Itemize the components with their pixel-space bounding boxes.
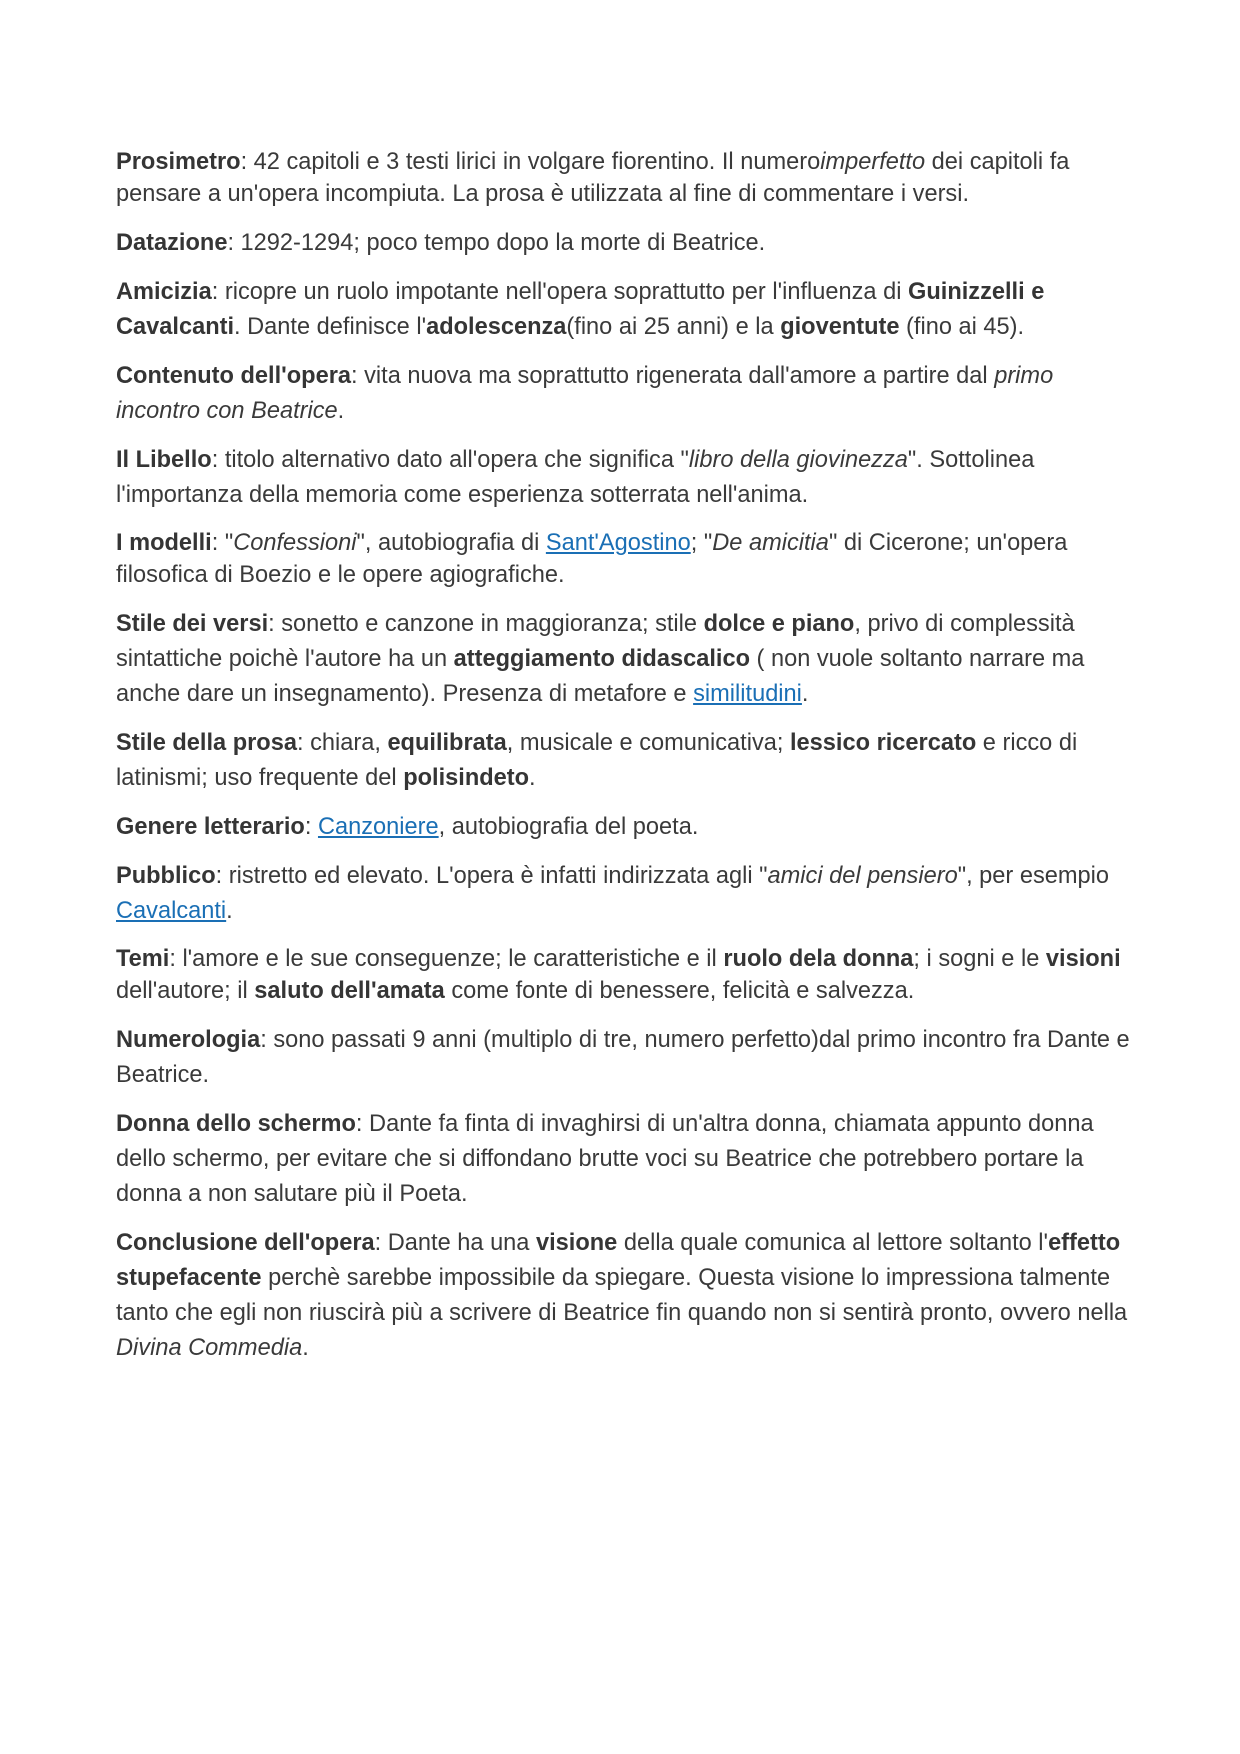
paragraph-heading: Datazione <box>116 230 228 256</box>
paragraph-heading: Numerologia <box>116 1027 261 1053</box>
paragraph-libello <box>116 443 1140 513</box>
body-text: e ricco di latinismi; uso frequente del <box>116 730 1078 791</box>
body-text: , privo di complessità sintattiche poichè l'autore ha un <box>116 611 1075 672</box>
paragraph-stile-prosa <box>116 726 1140 796</box>
body-text: . <box>302 1335 309 1361</box>
italic-text: Divina Commedia <box>116 1335 303 1361</box>
body-text: : Dante ha una <box>374 1230 536 1256</box>
body-text: (fino ai 45). <box>899 314 1025 340</box>
body-text: , autobiografia del poeta. <box>438 814 699 840</box>
italic-text: imperfetto <box>820 149 926 175</box>
bold-text: polisindeto <box>403 765 530 791</box>
hyperlink[interactable]: similitudini <box>693 681 802 707</box>
body-text: : titolo alternativo dato all'opera che significa " <box>211 447 689 473</box>
body-text: . Dante definisce l' <box>234 314 427 340</box>
body-text: . <box>337 398 345 424</box>
body-text: ; " <box>690 530 713 556</box>
paragraph-modelli <box>116 527 1140 591</box>
italic-text: Confessioni <box>233 530 357 556</box>
body-text: : l'amore e le sue conseguenze; le caratteristiche e il <box>169 946 724 972</box>
bold-text: atteggiamento didascalico <box>453 646 750 672</box>
bold-text: saluto dell'amata <box>254 978 445 1004</box>
paragraph-heading: Amicizia <box>116 279 212 305</box>
paragraph-heading: Pubblico <box>116 863 216 889</box>
paragraph-amicizia <box>116 275 1140 345</box>
paragraph-datazione <box>116 226 1140 261</box>
body-text: . <box>226 898 233 924</box>
paragraph-heading: Conclusione dell'opera <box>116 1230 375 1256</box>
body-text: . <box>801 681 809 707</box>
italic-text: libro della giovinezza <box>688 447 908 473</box>
hyperlink[interactable]: Cavalcanti <box>116 898 227 924</box>
body-text: dell'autore; il <box>116 978 255 1004</box>
body-text: : 42 capitoli e 3 testi lirici in volgare fiorentino. Il numero <box>240 149 821 175</box>
paragraph-genere <box>116 810 1140 845</box>
paragraph-stile-versi <box>116 607 1140 712</box>
hyperlink[interactable]: Canzoniere <box>317 814 439 840</box>
body-text: , musicale e comunicativa; <box>506 730 790 756</box>
paragraph-heading: Genere letterario <box>116 814 305 840</box>
paragraph-conclusione <box>116 1226 1140 1366</box>
body-text: : " <box>211 530 234 556</box>
hyperlink[interactable]: Sant'Agostino <box>545 530 691 556</box>
body-text: : sonetto e canzone in maggioranza; stile <box>268 611 704 637</box>
bold-text: dolce e piano <box>703 611 855 637</box>
body-text: (fino ai 25 anni) e la <box>566 314 781 340</box>
paragraph-heading: Stile dei versi <box>116 611 269 637</box>
italic-text: De amicitia <box>712 530 829 556</box>
paragraph-prosimetro <box>116 146 1140 210</box>
body-text: come fonte di benessere, felicità e salvezza. <box>444 978 915 1004</box>
body-text: : sono passati 9 anni (multiplo di tre, numero perfetto)dal primo incontro fra Dante e Beatrice. <box>116 1027 1130 1088</box>
body-text: ", per esempio <box>957 863 1110 889</box>
body-text: ; i sogni e le <box>913 946 1046 972</box>
body-text: : ricopre un ruolo impotante nell'opera soprattutto per l'influenza di <box>211 279 908 305</box>
bold-text: visioni <box>1045 946 1121 972</box>
paragraph-numerologia <box>116 1023 1140 1093</box>
italic-text: primo incontro con Beatrice <box>116 363 1054 424</box>
paragraph-heading: Contenuto dell'opera <box>116 363 351 389</box>
bold-text: visione <box>535 1230 618 1256</box>
body-text: . <box>529 765 536 791</box>
paragraph-pubblico <box>116 859 1140 929</box>
bold-text: effetto stupefacente <box>116 1230 1121 1291</box>
body-text: : Dante fa finta di invaghirsi di un'altra donna, chiamata appunto donna dello schermo, per evitare che si diffondano brutte voci su Beatrice che potrebbero portare la donna a non salutare più il Poeta. <box>116 1111 1094 1207</box>
document-body <box>116 146 1140 1366</box>
body-text: : 1292-1294; poco tempo dopo la morte di Beatrice. <box>227 230 766 256</box>
body-text: : vita nuova ma soprattutto rigenerata dall'amore a partire dal <box>351 363 995 389</box>
bold-text: gioventute <box>780 314 900 340</box>
paragraph-temi <box>116 943 1140 1007</box>
bold-text: Guinizzelli e Cavalcanti <box>116 279 1045 340</box>
body-text: ( non vuole soltanto narrare ma anche dare un insegnamento). Presenza di metafore e <box>116 646 1085 707</box>
paragraph-heading: Il Libello <box>116 447 212 473</box>
bold-text: equilibrata <box>387 730 507 756</box>
body-text: dei capitoli fa pensare a un'opera incompiuta. La prosa è utilizzata al fine di commentare i versi. <box>116 149 1070 207</box>
bold-text: lessico ricercato <box>790 730 977 756</box>
paragraph-heading: Temi <box>116 946 170 972</box>
paragraph-heading: Prosimetro <box>116 149 241 175</box>
body-text: : chiara, <box>296 730 388 756</box>
paragraph-donna-schermo <box>116 1107 1140 1212</box>
paragraph-heading: Donna dello schermo <box>116 1111 356 1137</box>
body-text: " di Cicerone; un'opera filosofica di Boezio e le opere agiografiche. <box>116 530 1068 588</box>
body-text: ". Sottolinea l'importanza della memoria come esperienza sotterrata nell'anima. <box>116 447 1035 508</box>
paragraph-contenuto <box>116 359 1140 429</box>
body-text: : ristretto ed elevato. L'opera è infatti indirizzata agli " <box>215 863 768 889</box>
bold-text: adolescenza <box>426 314 567 340</box>
paragraph-heading: I modelli <box>116 530 212 556</box>
paragraph-heading: Stile della prosa <box>116 730 297 756</box>
body-text: della quale comunica al lettore soltanto l' <box>617 1230 1049 1256</box>
body-text: ", autobiografia di <box>356 530 546 556</box>
italic-text: amici del pensiero <box>767 863 958 889</box>
body-text: : <box>304 814 318 840</box>
bold-text: ruolo dela donna <box>723 946 914 972</box>
body-text: perchè sarebbe impossibile da spiegare. Questa visione lo impressiona talmente tanto che egli non riuscirà più a scrivere di Beatrice fin quando non si sentirà pronto, ovvero nella <box>116 1265 1128 1326</box>
